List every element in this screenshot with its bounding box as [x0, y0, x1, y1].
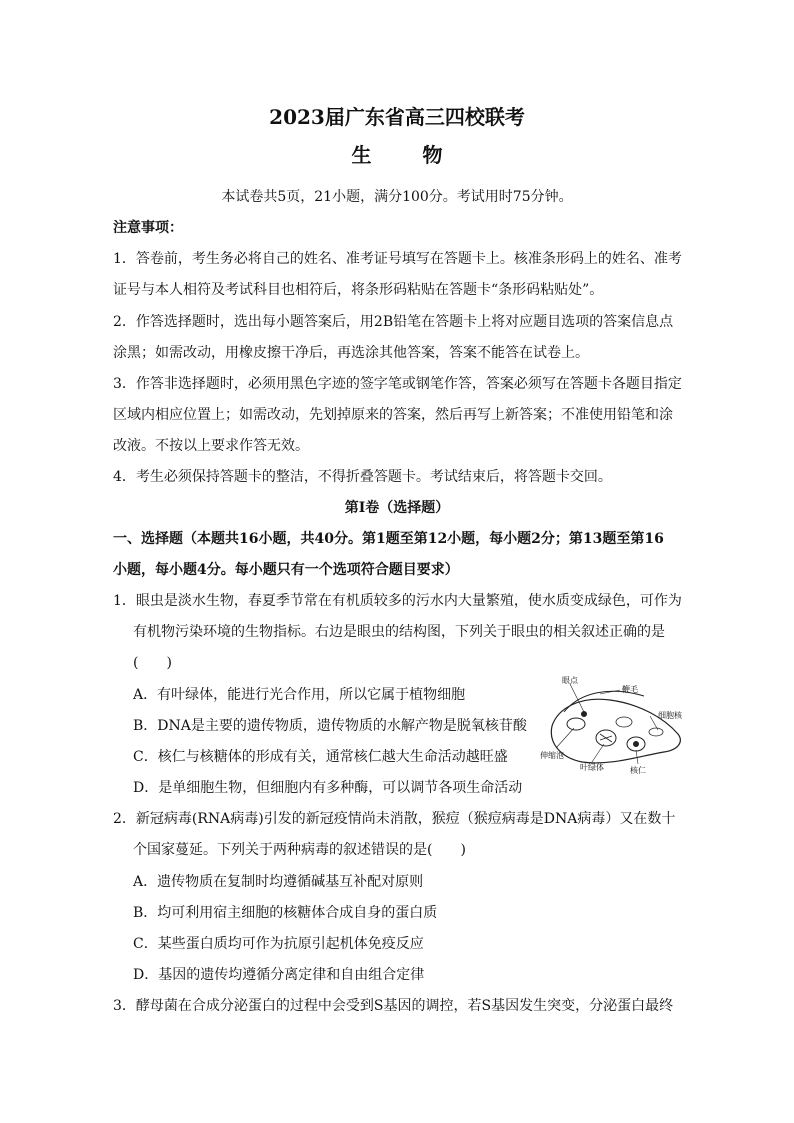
question-2-option-a: A．遗传物质在复制时均遵循碱基互补配对原则 — [133, 874, 424, 890]
label-nucleolus: 核仁 — [630, 766, 646, 775]
exam-title: 2023届广东省高三四校联考 — [269, 105, 525, 129]
question-1-blank: ( ) — [133, 655, 172, 671]
notice-line: 4．考生必须保持答题卡的整洁，不得折叠答题卡。考试结束后，将答题卡交回。 — [113, 469, 612, 485]
question-1-option-c: C．核仁与核糖体的形成有关，通常核仁越大生命活动越旺盛 — [133, 749, 508, 765]
section-heading: 第Ⅰ卷（选择题） — [344, 500, 450, 516]
part-instruction: 一、选择题（本题共16小题，共40分。第1题至第12小题，每小题2分；第13题至第16 — [113, 531, 664, 547]
question-2-option-d: D．基因的遗传均遵循分离定律和自由组合定律 — [133, 967, 425, 983]
part-instruction: 小题，每小题4分。每小题只有一个选项符合题目要求） — [113, 562, 459, 578]
exam-info: 本试卷共5页，21小题，满分100分。考试用时75分钟。 — [221, 189, 573, 205]
question-1-stem: 1．眼虫是淡水生物，春夏季节常在有机质较多的污水内大量繁殖，使水质变成绿色，可作为 — [113, 593, 682, 609]
euglena-diagram — [540, 674, 700, 784]
notice-line: 2．作答选择题时，选出每小题答案后，用2B铅笔在答题卡上将对应题目选项的答案信息点 — [113, 314, 674, 330]
question-2-option-b: B．均可利用宿主细胞的核糖体合成自身的蛋白质 — [133, 905, 438, 921]
question-3-stem: 3．酵母菌在合成分泌蛋白的过程中会受到S基因的调控，若S基因发生突变，分泌蛋白最终 — [113, 998, 674, 1014]
question-1-stem: 有机物污染环境的生物指标。右边是眼虫的结构图，下列关于眼虫的相关叙述正确的是 — [133, 624, 665, 640]
notice-line: 1．答卷前，考生务必将自己的姓名、准考证号填写在答题卡上。核准条形码上的姓名、准考 — [113, 251, 682, 267]
label-chloroplast: 叶绿体 — [580, 763, 604, 772]
label-contractile-vacuole: 伸缩泡 — [540, 751, 564, 760]
label-flagellum: 鞭毛 — [622, 685, 638, 694]
label-nucleus: 细胞核 — [658, 711, 682, 720]
question-2-option-c: C．某些蛋白质均可作为抗原引起机体免疫反应 — [133, 936, 424, 952]
question-2-stem: 个国家蔓延。下列关于两种病毒的叙述错误的是( ) — [133, 842, 466, 858]
notice-heading: 注意事项： — [113, 220, 183, 236]
question-2-stem: 2．新冠病毒(RNA病毒)引发的新冠疫情尚未消散，猴痘（猴痘病毒是DNA病毒）又在数十 — [113, 811, 676, 827]
notice-line: 涂黑；如需改动，用橡皮擦干净后，再选涂其他答案，答案不能答在试卷上。 — [113, 345, 589, 361]
notice-line: 改液。不按以上要求作答无效。 — [113, 438, 309, 454]
notice-line: 3．作答非选择题时，必须用黑色字迹的签字笔或钢笔作答，答案必须写在答题卡各题目指定 — [113, 376, 682, 392]
notice-line: 区域内相应位置上；如需改动，先划掉原来的答案，然后再写上新答案；不准使用铅笔和涂 — [113, 407, 673, 423]
question-1-option-b: B．DNA是主要的遗传物质，遗传物质的水解产物是脱氧核苷酸 — [133, 718, 527, 734]
question-1-option-d: D．是单细胞生物，但细胞内有多种酶，可以调节各项生命活动 — [133, 780, 523, 796]
subject-title: 生 物 — [351, 143, 465, 167]
notice-line: 证号与本人相符及考试科目也相符后，将条形码粘贴在答题卡“条形码粘贴处”。 — [113, 282, 604, 298]
question-1-option-a: A．有叶绿体，能进行光合作用，所以它属于植物细胞 — [133, 687, 466, 703]
label-eyespot: 眼点 — [562, 676, 578, 685]
